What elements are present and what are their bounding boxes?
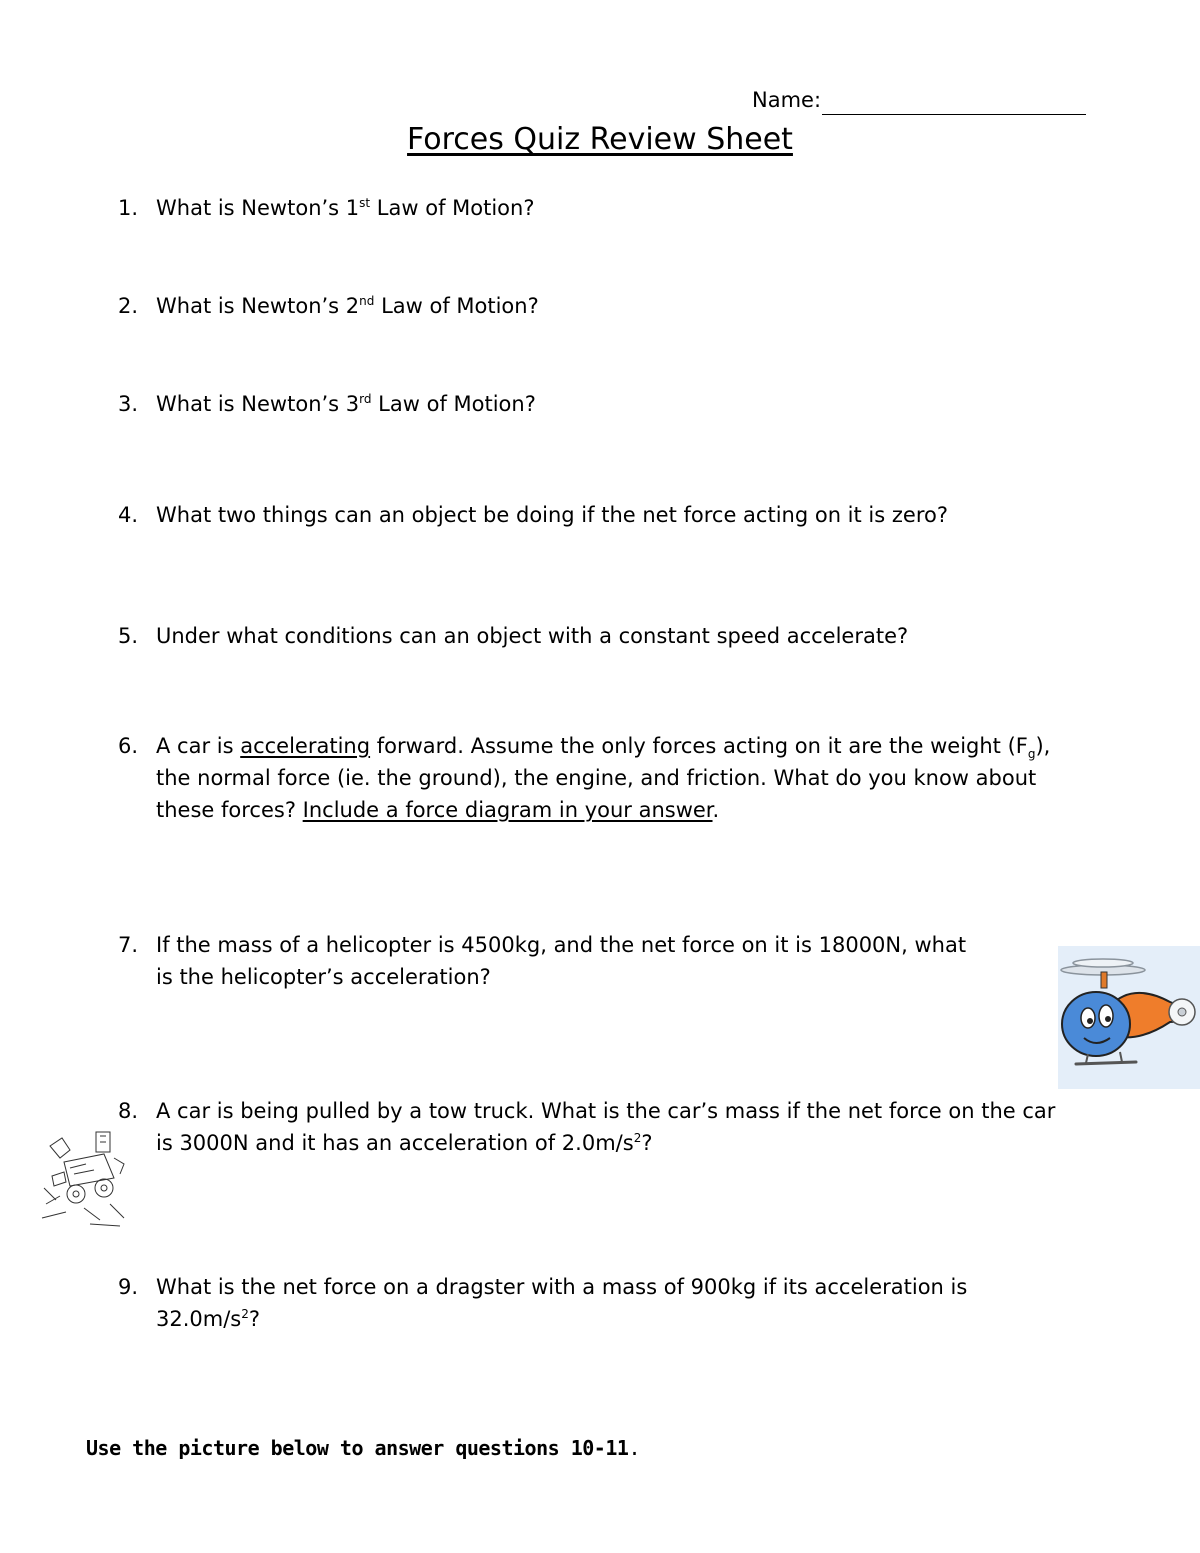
question-text-line: A car is being pulled by a tow truck. What is the car’s mass if the net force on the car: [156, 1099, 1056, 1123]
question-text-line: these forces? Include a force diagram in your answer.: [156, 798, 720, 822]
question-text-line: $32.0m/s^2$?: [156, 1307, 261, 1331]
question-number: 6.: [118, 734, 139, 758]
page-title: Forces Quiz Review Sheet: [407, 122, 793, 157]
instructions-footer: Use the picture below to answer questions 10-11.: [86, 1436, 640, 1460]
helicopter-icon: [1058, 946, 1200, 1089]
question-number: 4.: [118, 503, 139, 527]
question-text-line: is the helicopter’s acceleration?: [156, 965, 491, 989]
helicopter-image: [1058, 946, 1200, 1089]
question-text: What is Newton’s 3rd Law of Motion?: [156, 392, 536, 416]
question-number: 5.: [118, 624, 139, 648]
question-text-line: A car is accelerating forward. Assume the only forces acting on it are the weight $(F_g)$,: [156, 734, 1051, 762]
question-number: 7.: [118, 933, 139, 957]
question-text-line: the normal force (ie. the ground), the engine, and friction. What do you know about: [156, 766, 1037, 790]
question-number: 3.: [118, 392, 139, 416]
question-text: What two things can an object be doing if the net force acting on it is zero?: [156, 503, 948, 527]
question-number: 1.: [118, 196, 139, 220]
tow-truck-icon: [40, 1128, 128, 1230]
question-number: 2.: [118, 294, 139, 318]
question-text-line: If the mass of a helicopter is 4500kg, and the net force on it is 18000N, what: [156, 933, 967, 957]
question-text: Under what conditions can an object with a constant speed accelerate?: [156, 624, 909, 648]
name-label: Name:: [752, 88, 822, 112]
question-text-line: What is the net force on a dragster with a mass of 900kg if its acceleration is: [156, 1275, 968, 1299]
question-text-line: is 3000N and it has an acceleration of $2.0m/s^2$?: [156, 1131, 653, 1155]
name-blank-line[interactable]: [822, 114, 1086, 115]
question-text: What is Newton’s 2nd Law of Motion?: [156, 294, 539, 318]
question-number: 8.: [118, 1099, 139, 1123]
tow-truck-image: [40, 1128, 128, 1230]
question-text: What is Newton’s 1st Law of Motion?: [156, 196, 535, 220]
question-number: 9.: [118, 1275, 139, 1299]
